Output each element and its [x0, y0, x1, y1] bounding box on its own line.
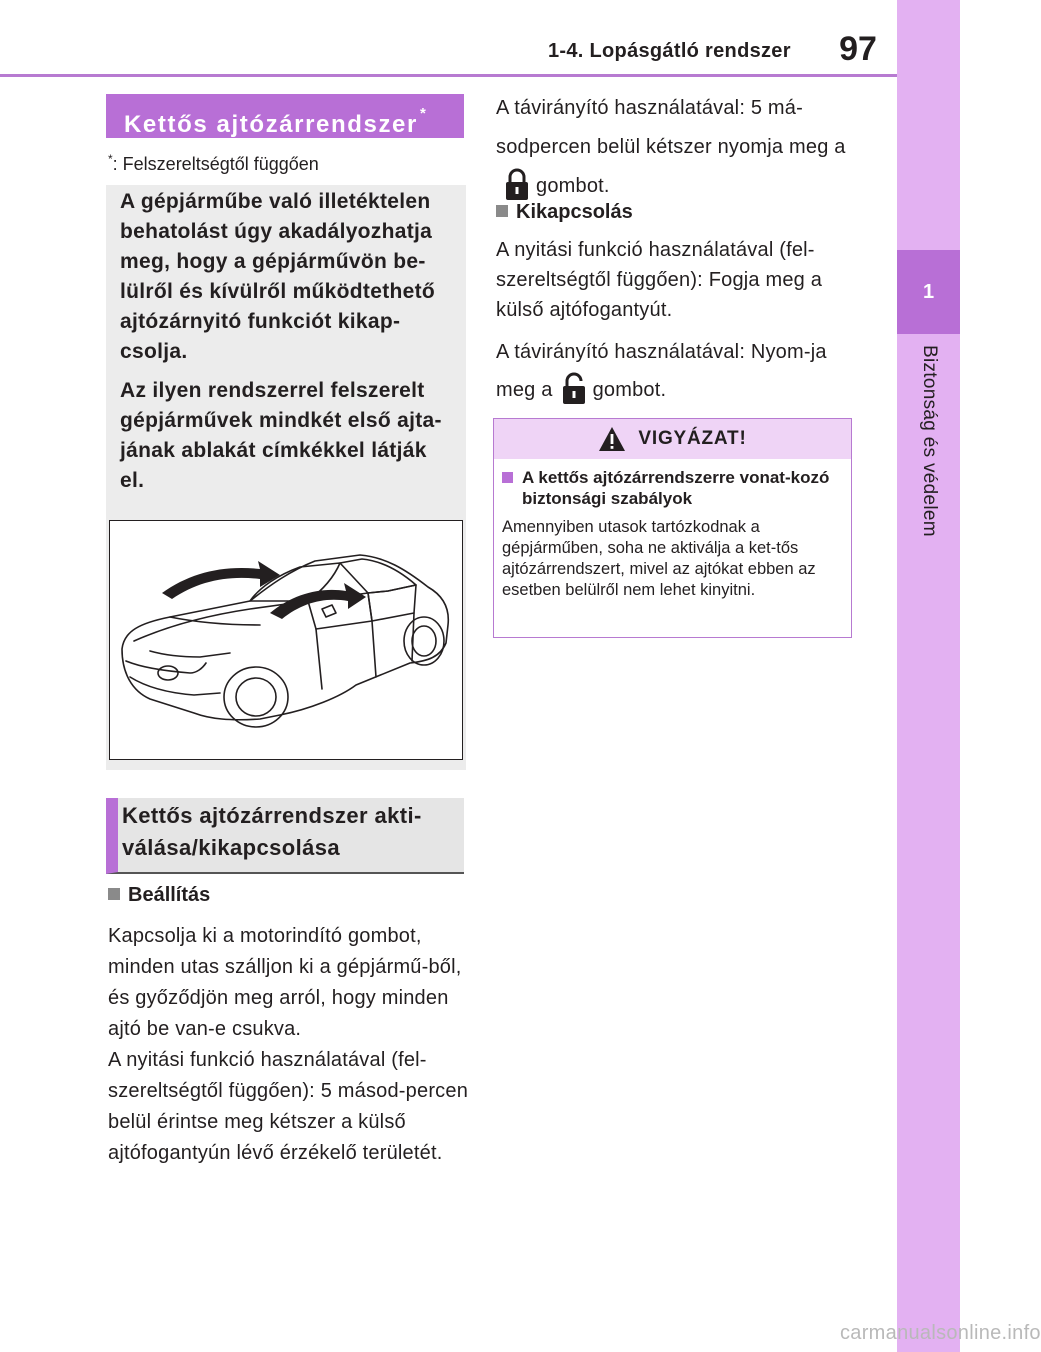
deactivate-paragraph-2 [496, 333, 848, 419]
chapter-number: 1 [897, 250, 960, 334]
remote-unlock-text: A távirányító használatával: Nyom-ja meg a [496, 341, 827, 401]
caution-body: Amennyiben utasok tartózkodnak a gépjárműben, soha ne aktiválja a ket-tős ajtózárrendszert, mivel az ajtókat ebben az esetben belülről nem lehet kinyitni. [502, 518, 816, 599]
caution-subtitle [502, 467, 842, 509]
caution-box [493, 418, 852, 638]
page-number: 97 [839, 30, 877, 68]
setting-paragraph-1: Kapcsolja ki a motorindító gombot, minden utas szálljon ki a gépjármű-ből, és győződjön meg arról, hogy minden ajtó be van-e csukva. [108, 925, 462, 1040]
car-illustration-icon [110, 521, 462, 759]
subsection-heading: Kettős ajtózárrendszer akti-válása/kikapcsolása [106, 798, 464, 874]
car-illustration [109, 520, 463, 760]
bullet-square-icon [496, 205, 508, 217]
section-heading [106, 94, 464, 138]
warning-icon [598, 426, 626, 452]
subheading-setting-text: Beállítás [128, 884, 211, 906]
header-divider [0, 74, 897, 77]
info-paragraph-2: Az ilyen rendszerrel felszerelt gépjárművek mindkét első ajta-jának ablakát címkékkel látják el. [120, 379, 442, 492]
footnote [108, 152, 319, 175]
caution-title: VIGYÁZAT! [638, 428, 747, 449]
footnote-mark: * [108, 152, 113, 166]
heading-footnote-mark: * [419, 105, 426, 122]
unlock-icon [561, 372, 587, 419]
chapter-side-tab [897, 0, 960, 1352]
caution-subtitle-text: A kettős ajtózárrendszerre vonat-kozó biztonsági szabályok [522, 468, 830, 508]
subheading-setting [108, 884, 210, 907]
info-paragraph-1: A gépjárműbe való illetéktelen behatolást úgy akadályozhatja meg, hogy a gépjárművön be-lülről és kívülről működtethető ajtózárnyitó funkciót kikap-csolja. [120, 190, 436, 363]
section-title: 1-4. Lopásgátló rendszer [548, 40, 791, 62]
footnote-text: : Felszereltségtől függően [112, 154, 319, 174]
remote-lock-text: A távirányító használatával: 5 má-sodpercen belül kétszer nyomja meg a [496, 97, 846, 158]
caution-header [494, 419, 851, 459]
remote-lock-text-end: gombot. [536, 175, 610, 197]
setting-paragraph-2: A nyitási funkció használatával (fel-szereltségtől függően): 5 másod-percen belül érintse meg kétszer a külső ajtófogantyún lévő érzékelő területét. [108, 1049, 469, 1164]
subheading-deactivate-text: Kikapcsolás [516, 201, 633, 223]
info-box [106, 185, 466, 770]
section-heading-text: Kettős ajtózárrendszer [124, 111, 418, 138]
watermark: carmanualsonline.info [840, 1322, 1041, 1344]
remote-lock-paragraph [496, 89, 848, 216]
bullet-square-icon [502, 472, 513, 483]
deactivate-paragraph-1: A nyitási funkció használatával (fel-szereltségtől függően): Fogja meg a külső ajtófogantyút. [496, 239, 823, 321]
remote-unlock-text-end: gombot. [592, 379, 667, 401]
bullet-square-icon [108, 888, 120, 900]
subheading-deactivate [496, 201, 633, 224]
chapter-title: Biztonság és védelem [919, 345, 940, 537]
info-text [120, 187, 455, 505]
